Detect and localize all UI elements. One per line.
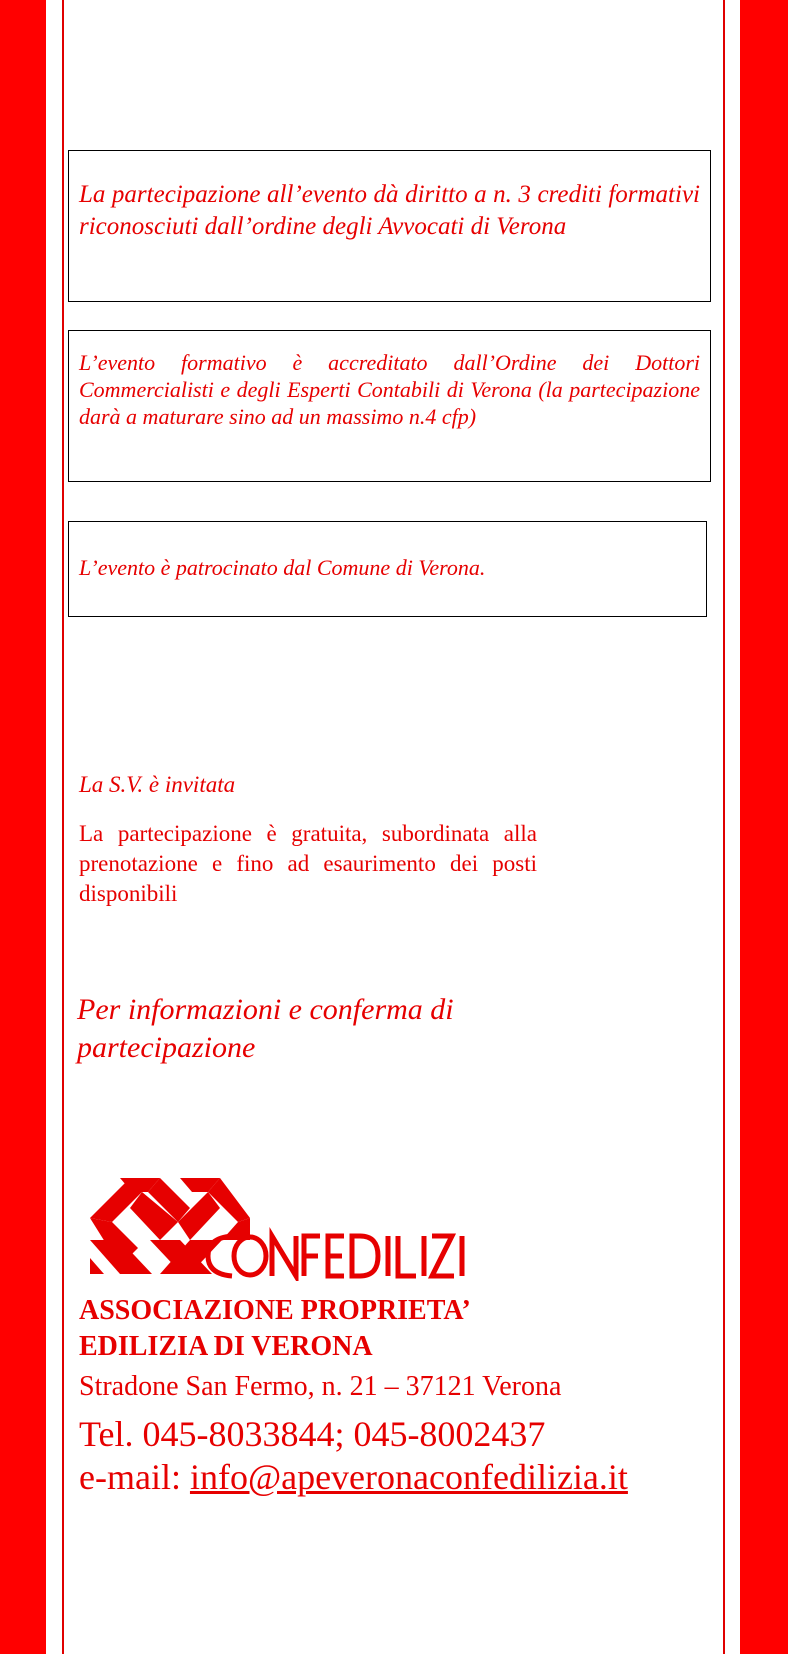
association-address: Stradone San Fermo, n. 21 – 37121 Verona [79, 1371, 562, 1402]
association-phone: Tel. 045-8033844; 045-8002437 [79, 1414, 546, 1454]
right-red-band [740, 0, 788, 1654]
lawyers-credits-box [68, 150, 711, 302]
invitation-line: La S.V. è invitata [79, 772, 236, 797]
left-frame-line [62, 0, 64, 1654]
accountants-accreditation-text: L’evento formativo è accreditato dall’Ordine dei Dottori Commercialisti e degli Esperti Contabili di Verona (la partecipazione darà a maturare sino ad un massimo n.4 cfp) [79, 350, 700, 429]
left-red-band [0, 0, 46, 1654]
participation-terms: La partecipazione è gratuita, subordinata alla prenotazione e fino ad esaurimento dei posti disponibili [79, 821, 537, 906]
email-link[interactable]: info@apeveronaconfedilizia.it [189, 1457, 628, 1497]
association-name [79, 1293, 471, 1365]
association-email [79, 1454, 628, 1500]
accountants-accreditation-box [68, 330, 711, 482]
lawyers-credits-text: La partecipazione all’evento dà diritto a n. 3 crediti formativi riconosciuti dall’ordine degli Avvocati di Verona [79, 181, 700, 240]
confedilizia-logo [90, 1178, 470, 1281]
right-frame-line [723, 0, 725, 1654]
email-label: e-mail: [79, 1457, 190, 1497]
patronage-text: L’evento è patrocinato dal Comune di Verona. [79, 555, 486, 580]
association-name-line2: EDILIZIA DI VERONA [79, 1331, 373, 1362]
patronage-box [68, 521, 707, 617]
association-name-line1: ASSOCIAZIONE PROPRIETA’ [79, 1295, 471, 1326]
info-heading: Per informazioni e conferma di partecipazione [77, 993, 454, 1064]
